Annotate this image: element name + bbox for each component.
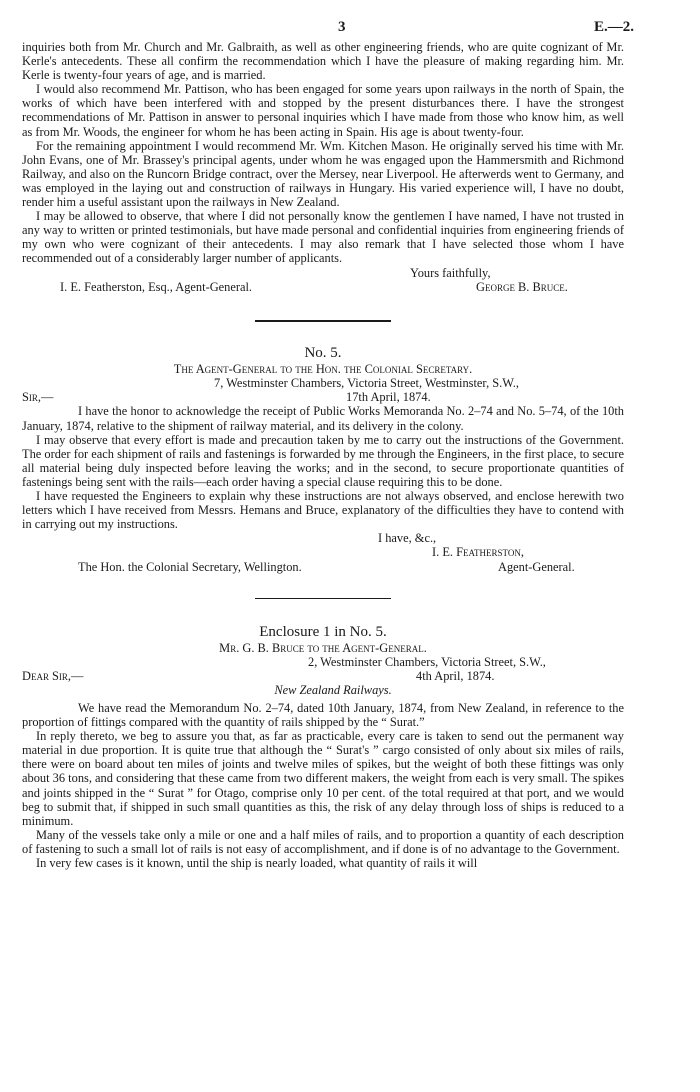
- letter1-paragraph: I would also recommend Mr. Pattison, who has been engaged for some years upon railways in the north of Spain, the works of which have been interfered with and stopped by the present disturbances there. I have the strongest recommendations of Mr. Pattison in answer to personal inquiries which I have made from those who know him, as well as from Mr. Woods, the engineer for whom he has been acting in Spain. His age is about twenty-four.: [22, 82, 624, 139]
- enclosure-paragraph: Many of the vessels take only a mile or one and a half miles of rails, and to proportion a quantity of each description of fastening to such a small lot of rails is not easy of accomplishment, and if done is of no advantage to the Government.: [22, 827, 624, 856]
- document-reference: E.—2.: [593, 19, 634, 35]
- letter1-paragraph: inquiries both from Mr. Church and Mr. Galbraith, as well as other engineering friends, who are quite cognizant of Mr. Kerle's antecedents. These all confirm the recommendation which I have the pleasure of making regarding him. Mr. Kerle is twenty-four years of age, and is married.: [22, 40, 624, 83]
- letter1-paragraph: For the remaining appointment I would recommend Mr. Wm. Kitchen Mason. He originally served his time with Mr. John Evans, one of Mr. Brassey's principal agents, under whom he was engaged upon the Hammersmith and Richmond Railway, and also on the Runcorn Bridge contract, over the Mersey, near Liverpool. He afterwerds went to Germany, and was employed in the laying out and construction of railways in Hungary. His varied experience will, I have no doubt, render him a useful assistant upon the railways in New Zealand.: [22, 138, 624, 210]
- letter1-paragraph: I may be allowed to observe, that where I did not personally know the gentlemen I have named, I have not trusted in any way to written or printed testimonials, but have made personal and confidential inquiries from engineering friends of my own who were cognizant of their antecedents. I may also remark that I have selected those whom I have recommended out of a considerably larger number of applicants.: [22, 209, 624, 266]
- letter1-signature-row: [22, 280, 624, 294]
- enclosure-from-to: Mr. G. B. Bruce to the Agent-General.: [219, 640, 427, 655]
- enclosure-subject: New Zealand Railways.: [274, 682, 392, 697]
- no5-closing: I have, &c.,: [378, 531, 437, 546]
- no5-addressee-row: [22, 560, 624, 574]
- no5-paragraph: I may observe that every effort is made and precaution taken by me to carry out the instructions of the Government. The order for each shipment of rails and fastenings is forwarded by me through the Engineers, in the first place, to secure all material being duly inspected before leaving the works; and in the second, to secure proportionate quantities of fastenings being sent with the rails—each order having a special clause requiring this to be done.: [22, 432, 624, 489]
- no5-signature-title: Agent-General.: [498, 559, 575, 574]
- enclosure-paragraph: In very few cases is it known, until the ship is nearly loaded, what quantity of rails it will: [36, 856, 478, 870]
- no5-salutation: Sir,—: [22, 390, 54, 405]
- no5-title: No. 5.: [304, 345, 342, 362]
- letter1-closing: Yours faithfully,: [410, 265, 491, 280]
- no5-closing-row: [22, 531, 624, 545]
- no5-address: 7, Westminster Chambers, Victoria Street, Westminster, S.W.,: [214, 376, 520, 391]
- enclosure-salutation-row: [22, 669, 624, 683]
- document-page: [22, 19, 634, 870]
- letter1-signature: George B. Bruce.: [476, 279, 568, 294]
- enclosure-address: 2, Westminster Chambers, Victoria Street, S.W.,: [308, 654, 546, 669]
- enclosure-date: 4th April, 1874.: [416, 668, 495, 683]
- no5-signature-row: [22, 545, 624, 559]
- letter1-addressee: I. E. Featherston, Esq., Agent-General.: [60, 279, 252, 294]
- no5-date: 17th April, 1874.: [346, 390, 431, 405]
- enclosure-paragraph: In reply thereto, we beg to assure you that, as far as practicable, every care is taken to send out the permanent way material in due proportion. It is quite true that although the “ Surat's ” cargo consisted of only about six miles of rails, there were on board about ten miles of joints and twelve miles of spikes, but the weight of both these fittings was only about 36 tons, and considering that these came from two different makers, the weight from each is very small. The spikes and joints shipped in the “ Surat ” for Otago, comprise only 10 per cent. of the total required at that port, and we would beg to submit that, if shipped in such small quantities as this, the risk of any delay through loss of ships is reduced to a minimum.: [22, 729, 624, 828]
- no5-signature: I. E. Featherston,: [432, 545, 524, 560]
- enclosure-address-row: [22, 655, 624, 669]
- page-header: [22, 19, 634, 40]
- page-number: 3: [338, 19, 346, 35]
- section-divider: [255, 598, 391, 599]
- no5-paragraph: I have the honor to acknowledge the receipt of Public Works Memoranda No. 2–74 and No. 5–74, of the 10th January, 1874, relative to the shipment of railway material, and its delivery in the colony.: [22, 404, 624, 433]
- no5-from-to: The Agent-General to the Hon. the Colonial Secretary.: [173, 362, 473, 377]
- section-divider: [255, 320, 391, 323]
- no5-addressee: The Hon. the Colonial Secretary, Wellington.: [78, 559, 302, 574]
- no5-address-row: [22, 376, 624, 390]
- no5-paragraph: I have requested the Engineers to explain why these instructions are not always observed, and enclose herewith two letters which I have received from Messrs. Hemans and Bruce, explanatory of the difficulties they have to contend with in carrying out my instructions.: [22, 489, 624, 532]
- enclosure-title: Enclosure 1 in No. 5.: [259, 623, 387, 640]
- enclosure-salutation: Dear Sir,—: [22, 668, 84, 683]
- no5-salutation-row: [22, 390, 624, 404]
- letter1-closing-row: [22, 266, 624, 280]
- enclosure-paragraph: We have read the Memorandum No. 2–74, dated 10th January, 1874, from New Zealand, in reference to the proportion of fittings compared with the quantity of rails shipped by the “ Surat.”: [22, 700, 624, 730]
